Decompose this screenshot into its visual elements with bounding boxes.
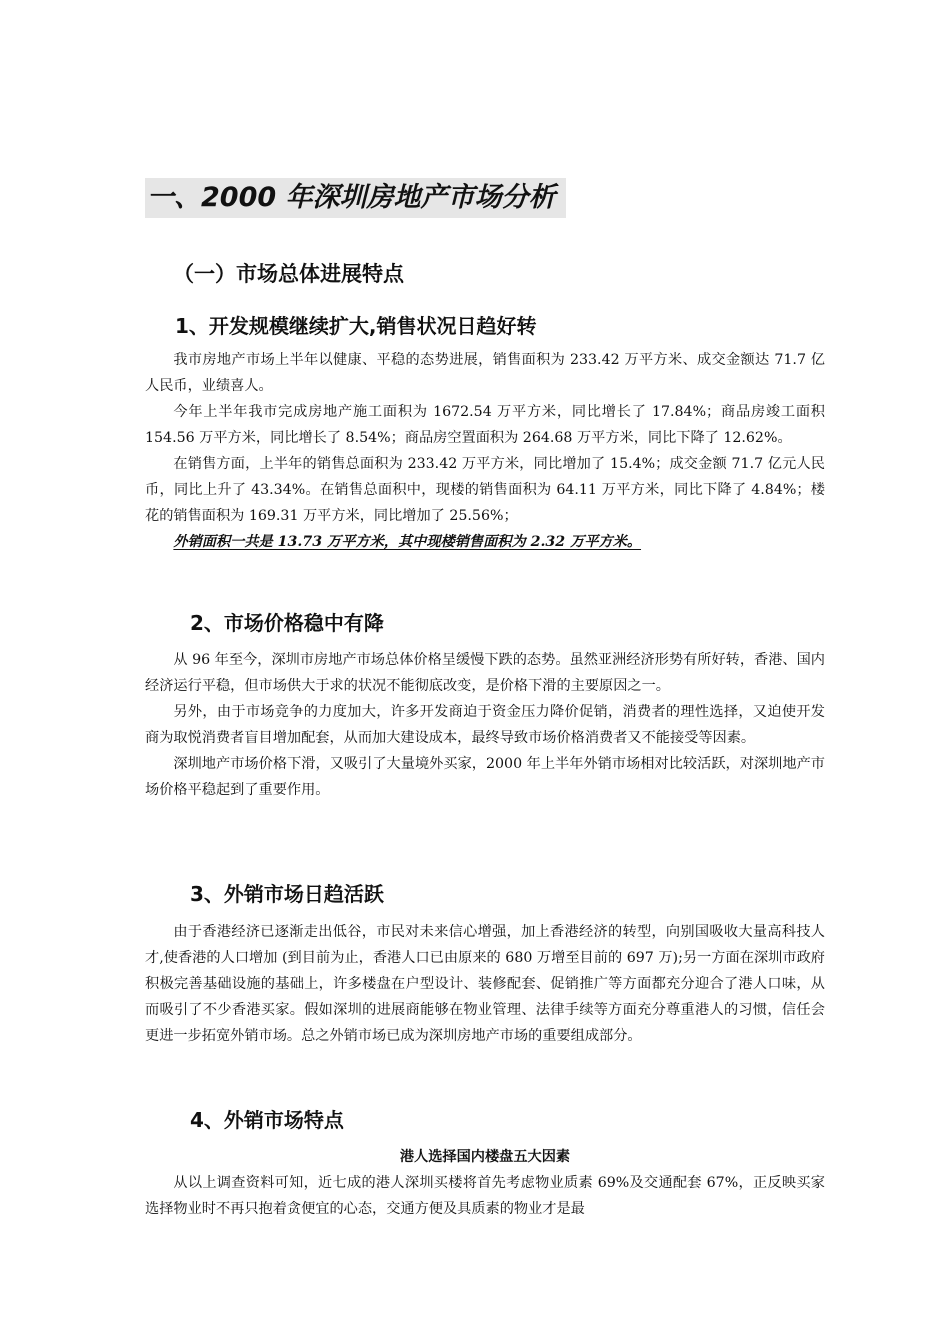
subsection-body-1 <box>145 347 825 555</box>
emphasis-line <box>145 529 825 555</box>
subsection-heading-3: 3、外销市场日趋活跃 <box>190 882 384 906</box>
paragraph: 深圳地产市场价格下滑，又吸引了大量境外买家，2000 年上半年外销市场相对比较活跃，对深圳地产市场价格平稳起到了重要作用。 <box>145 756 825 798</box>
subsection-body-4 <box>145 1170 825 1222</box>
section-title: （一）市场总体进展特点 <box>173 262 404 286</box>
paragraph: 另外，由于市场竞争的力度加大，许多开发商迫于资金压力降价促销，消费者的理性选择，又迫使开发商为取悦消费者盲目增加配套，从而加大建设成本，最终导致市场价格消费者又不能接受等因素。 <box>145 704 825 746</box>
emphasis-text: 外销面积一共是 13.73 万平方米，其中现楼销售面积为 2.32 万平方米。 <box>173 534 642 550</box>
paragraph: 今年上半年我市完成房地产施工面积为 1672.54 万平方米，同比增长了 17.84%；商品房竣工面积 154.56 万平方米，同比增长了 8.54%；商品房空置面积为 264.68 万平方米，同比下降了 12.62%。 <box>145 404 825 446</box>
subsection-heading-1: 1、开发规模继续扩大,销售状况日趋好转 <box>175 314 537 338</box>
main-title: 一、2000 年深圳房地产市场分析 <box>145 178 566 218</box>
paragraph: 从 96 年至今，深圳市房地产市场总体价格呈缓慢下跌的态势。虽然亚洲经济形势有所好转，香港、国内经济运行平稳，但市场供大于求的状况不能彻底改变，是价格下滑的主要原因之一。 <box>145 652 825 694</box>
paragraph: 在销售方面，上半年的销售总面积为 233.42 万平方米，同比增加了 15.4%；成交金额 71.7 亿元人民币，同比上升了 43.34%。在销售总面积中，现楼的销售面积为 64.11 万平方米，同比下降了 4.84%；楼花的销售面积为 169.31 万平方米，同比增加了 25.56%； <box>145 456 825 524</box>
centered-caption: 港人选择国内楼盘五大因素 <box>399 1149 571 1165</box>
subsection-body-2 <box>145 647 825 803</box>
paragraph: 我市房地产市场上半年以健康、平稳的态势进展，销售面积为 233.42 万平方米、成交金额达 71.7 亿人民币，业绩喜人。 <box>145 352 825 394</box>
paragraph: 从以上调查资料可知，近七成的港人深圳买楼将首先考虑物业质素 69%及交通配套 67%，正反映买家选择物业时不再只抱着贪便宜的心态，交通方便及具质素的物业才是最 <box>145 1175 825 1217</box>
subsection-heading-2: 2、市场价格稳中有降 <box>190 611 384 635</box>
subsection-body-3 <box>145 919 825 1049</box>
subsection-heading-4: 4、外销市场特点 <box>190 1108 344 1132</box>
paragraph: 由于香港经济已逐渐走出低谷，市民对未来信心增强，加上香港经济的转型，向别国吸收大量高科技人才,使香港的人口增加 (到目前为止，香港人口已由原来的 680 万增至目前的 697 万);另一方面在深圳市政府积极完善基础设施的基础上，许多楼盘在户型设计、装修配套、促销推广等方面都充分迎合了港人口味，从而吸引了不少香港买家。假如深圳的进展商能够在物业管理、法律手续等方面充分尊重港人的习惯，信任会更进一步拓宽外销市场。总之外销市场已成为深圳房地产市场的重要组成部分。 <box>145 924 825 1044</box>
